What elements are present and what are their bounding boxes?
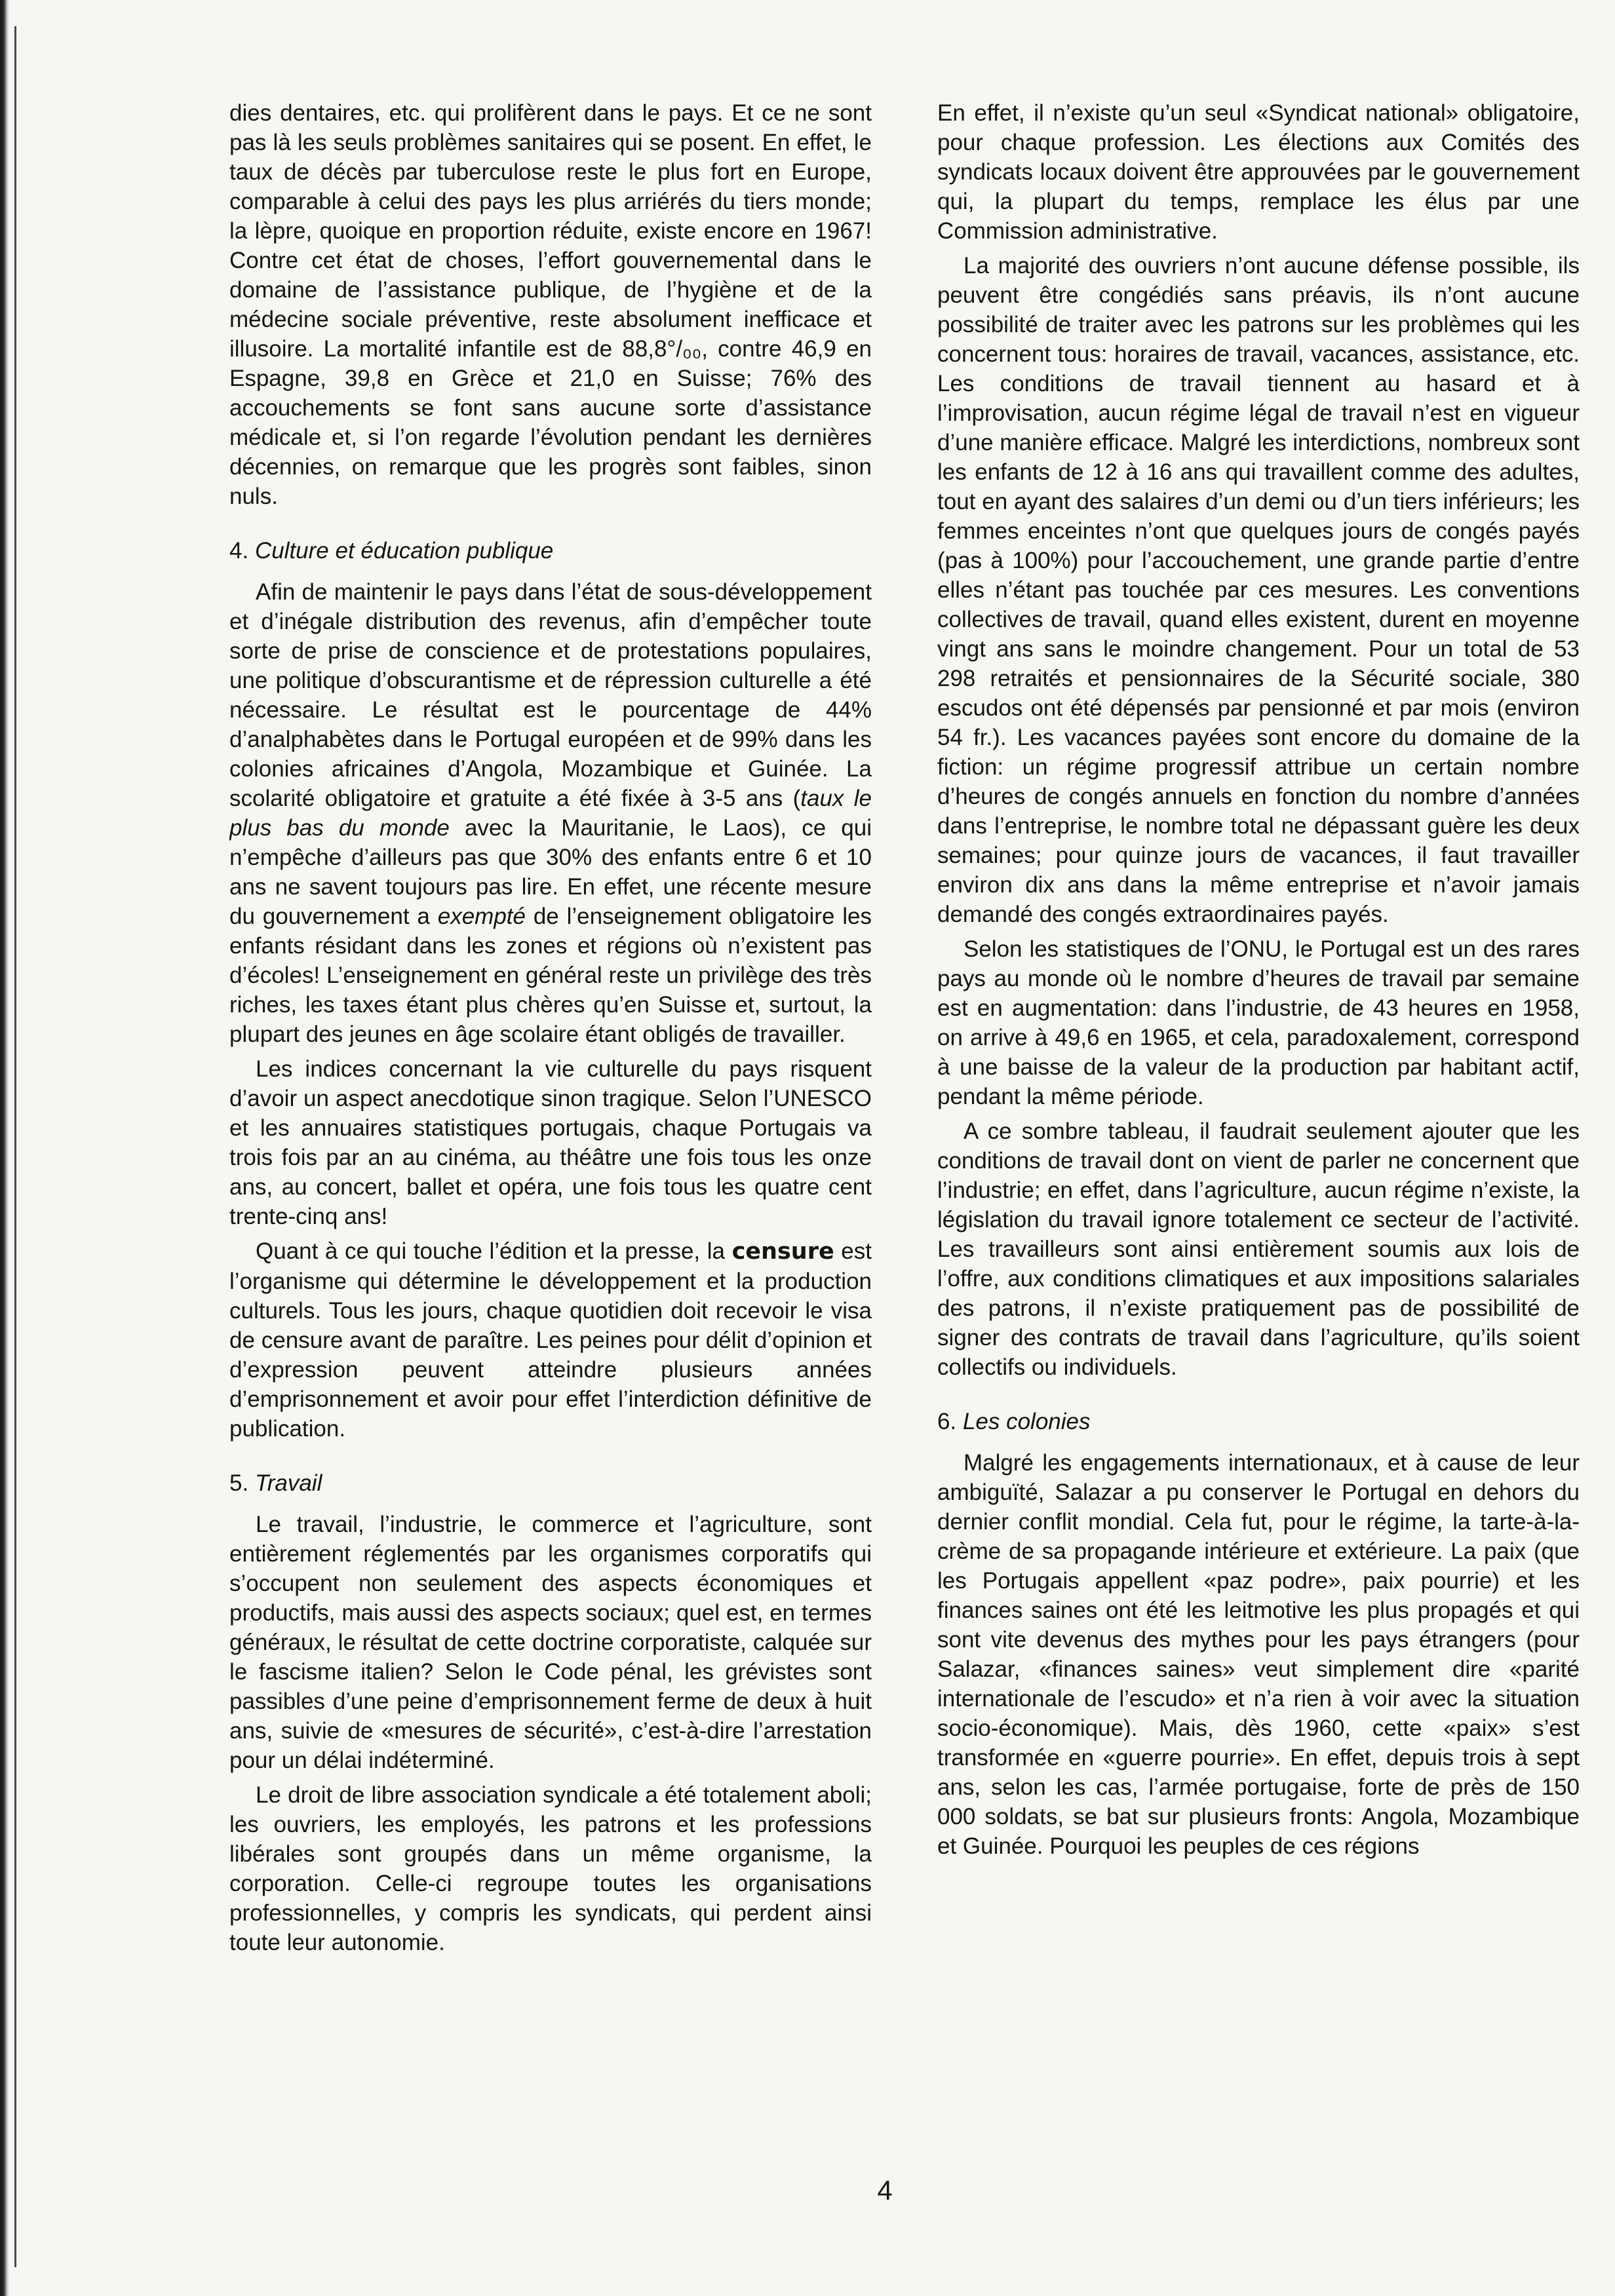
section-title: Les colonies [962,1409,1091,1434]
emphasis-text: taux le plus bas du monde [229,786,872,841]
binding-line [14,26,16,2267]
section-heading-colonies [937,1407,1580,1436]
section-heading-culture [229,536,872,565]
text-run: Afin de maintenir le pays dans l’état de sous-développement et d’inégale distribution des revenus, afin d’empêcher toute sorte de prise de conscience et de protestations populaires, une politique d’obscurantisme et de répression culturelle a été nécessaire. Le résultat est le pourcentage de 44% d’analphabètes dans le Portugal européen et de 99% dans les colonies africaines d’Angola, Mozambique et Guinée. La scolarité obligatoire et gratuite a été fixée à 3-5 ans ( [229,579,872,811]
section-number: 4. [229,538,249,564]
right-paragraph-4: A ce sombre tableau, il faudrait seulement ajouter que les conditions de travail dont on vient de parler ne concernent que l’industrie; en effet, dans l’agriculture, aucun régime n’existe, la législation du travail ignore totalement ce secteur de l’activité. Les travailleurs sont ainsi entièrement soumis aux lois de l’offre, aux conditions climatiques et aux impositions salariales des patrons, il n’existe pratiquement pas de possibilité de signer des contrats de travail dans l’agriculture, qu’ils soient collectifs ou individuels. [937,1119,1580,1380]
right-paragraph-1: En effet, il n’existe qu’un seul «Syndicat national» obligatoire, pour chaque profession. Les élections aux Comités des syndicats locaux doivent être approuvées par le gouvernement qui, la plupart du temps, remplace les élus par une Commission administrative. [937,100,1580,244]
text-run: Quant à ce qui touche l’édition et la presse, la [256,1238,732,1264]
left-paragraph-4 [229,1236,872,1444]
bold-keyword: censure [731,1238,834,1265]
left-paragraph-6: Le droit de libre association syndicale a été totalement aboli; les ouvriers, les employés, les patrons et les professions libérales sont groupés dans un même organisme, la corporation. Celle-ci regroupe toutes les organisations professionnelles, y compris les syndicats, qui perdent ainsi toute leur autonomie. [229,1782,872,1955]
right-column [937,98,1580,2280]
left-paragraph-5: Le travail, l’industrie, le commerce et l’agriculture, sont entièrement réglementés par les organismes corporatifs qui s’occupent non seulement des aspects économiques et productifs, mais aussi des aspects sociaux; quel est, en termes généraux, le résultat de cette doctrine corporatiste, calquée sur le fascisme italien? Selon le Code pénal, les grévistes sont passibles d’une peine d’emprisonnement ferme de deux à huit ans, suivie de «mesures de sécurité», c’est-à-dire l’arrestation pour un délai indéterminé. [229,1512,872,1773]
emphasis-text: exempté [437,904,526,929]
right-paragraph-2: La majorité des ouvriers n’ont aucune défense possible, ils peuvent être congédiés sans préavis, ils n’ont aucune possibilité de traiter avec les patrons sur les problèmes qui les concernent tous: horaires de travail, vacances, assistance, etc. Les conditions de travail tiennent au hasard et à l’improvisation, aucun régime légal de travail n’est en vigueur d’une manière efficace. Malgré les interdictions, nombreux sont les enfants de 12 à 16 ans qui travaillent comme des adultes, tout en ayant des salaires d’un demi ou d’un tiers inférieurs; les femmes enceintes n’ont que quelques jours de congés payés (pas à 100%) pour l’accouchement, une grande partie d’entre elles n’étant pas touchée par ces mesures. Les conventions collectives de travail, quand elles existent, durent en moyenne vingt ans sans le moindre changement. Pour un total de 53 298 retraités et pensionnaires de la Sécurité sociale, 380 escudos ont été dépensés par pensionné et par mois (environ 54 fr.). Les vacances payées sont encore du domaine de la fiction: un régime progressif attribue un certain nombre d’heures de congés annuels en fonction du nombre d’années dans l’entreprise, le nombre total ne dépassant guère les deux semaines; pour quinze jours de vacances, il faut travailler environ dix ans dans la même entreprise et n’avoir jamais demandé des congés extraordinaires payés. [937,253,1580,927]
section-number: 5. [229,1470,249,1496]
text-run: de l’enseignement obligatoire les enfants résidant dans les zones et régions où n’existent pas d’écoles! L’enseignement en général reste un privilège des très riches, les taxes étant plus chères qu’en Suisse et, surtout, la plupart des jeunes en âge scolaire étant obligés de travailler. [229,904,872,1047]
right-paragraph-5: Malgré les engagements internationaux, et à cause de leur ambiguïté, Salazar a pu conserver le Portugal en dehors du dernier conflit mondial. Cela fut, pour le régime, la tarte-à-la-crème de sa propagande intérieure et extérieure. La paix (que les Portugais appellent «paz podre», paix pourrie) et les finances saines ont été les leitmotive les plus propagés et qui sont vite devenus des mythes pour les pays étrangers (pour Salazar, «finances saines» veut simplement dire «parité internationale de l’escudo» et n’a rien à voir avec la situation socio-économique). Mais, dès 1960, cette «paix» s’est transformée en «guerre pourrie». En effet, depuis trois à sept ans, selon les cas, l’armée portugaise, forte de près de 150 000 soldats, se bat sur plusieurs fronts: Angola, Mozambique et Guinée. Pourquoi les peuples de ces régions [937,1450,1580,1859]
section-title: Culture et éducation publique [254,538,554,564]
text-run: est l’organisme qui détermine le développement et la production culturels. Tous les jours, chaque quotidien doit recevoir le visa de censure avant de paraître. Les peines pour délit d’opinion et d’expression peuvent atteindre plusieurs années d’emprisonnement et avoir pour effet l’interdiction définitive de publication. [229,1238,872,1442]
left-paragraph-3: Les indices concernant la vie culturelle du pays risquent d’avoir un aspect anecdotique sinon tragique. Selon l’UNESCO et les annuaires statistiques portugais, chaque Portugais va trois fois par an au cinéma, au théâtre une fois tous les onze ans, au concert, ballet et opéra, une fois tous les quatre cent trente-cinq ans! [229,1056,872,1229]
left-column [229,98,872,2280]
section-title: Travail [254,1470,322,1496]
text-run: avec la Mauritanie, le Laos), ce qui n’empêche d’ailleurs pas que 30% des enfants entre 6 et 10 ans ne savent toujours pas lire. En effet, une récente mesure du gouvernement a [229,815,872,929]
page-binding-edge [0,0,9,2296]
page-number: 4 [877,2175,893,2206]
section-number: 6. [937,1409,957,1434]
left-paragraph-1: dies dentaires, etc. qui prolifèrent dans le pays. Et ce ne sont pas là les seuls problèmes sanitaires qui se posent. En effet, le taux de décès par tuberculose reste le plus fort en Europe, comparable à celui des pays les plus arriérés du tiers monde; la lèpre, quoique en proportion réduite, existe encore en 1967! Contre cet état de choses, l’effort gouvernemental dans le domaine de l’assistance publique, de l’hygiène et de la médecine sociale préventive, reste absolument inefficace et illusoire. La mortalité infantile est de 88,8°/₀₀, contre 46,9 en Espagne, 39,8 en Grèce et 21,0 en Suisse; 76% des accouchements se font sans aucune sorte d’assistance médicale et, si l’on regarde l’évolution pendant les dernières décennies, on remarque que les progrès sont faibles, sinon nuls. [229,100,872,509]
left-paragraph-2 [229,577,872,1049]
section-heading-travail [229,1468,872,1498]
right-paragraph-3: Selon les statistiques de l’ONU, le Portugal est un des rares pays au monde où le nombre d’heures de travail par semaine est en augmentation: dans l’industrie, de 43 heures en 1958, on arrive à 49,6 en 1965, et cela, paradoxalement, correspond à une baisse de la valeur de la production par habitant actif, pendant la même période. [937,936,1580,1109]
